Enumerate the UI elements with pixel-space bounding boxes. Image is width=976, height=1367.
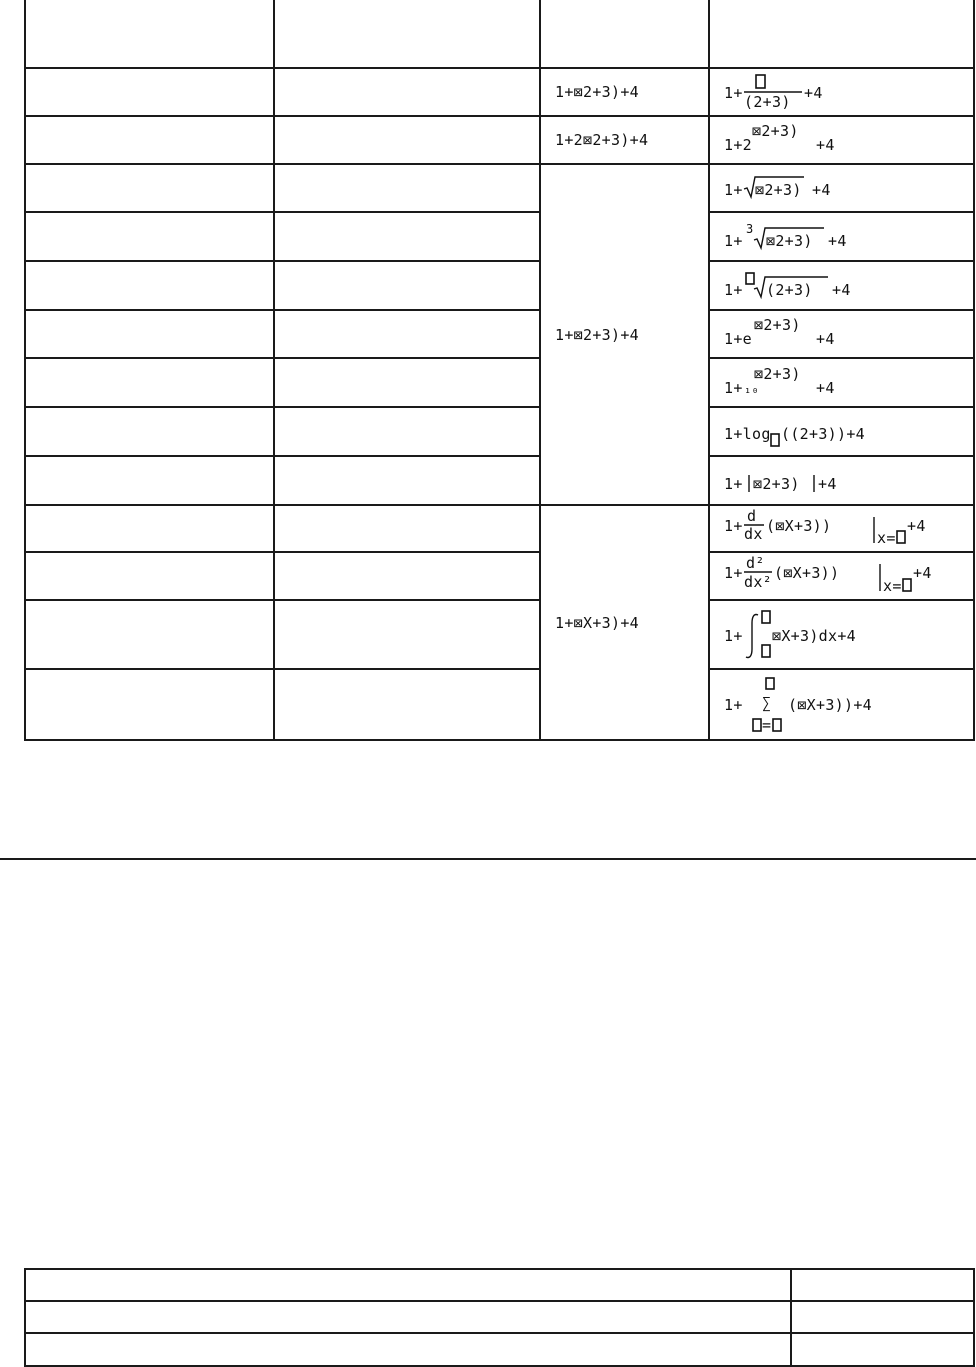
input-expression	[541, 117, 708, 163]
result-expression	[710, 506, 973, 551]
input-expression	[541, 69, 708, 115]
svg-text:+4: +4	[816, 330, 835, 348]
input-box-icon	[903, 579, 911, 591]
svg-text:⊠2+3): ⊠2+3)	[754, 364, 801, 383]
exponential-expression	[724, 314, 924, 354]
row-divider	[24, 668, 541, 670]
second-derivative-expression	[724, 554, 974, 598]
svg-text:(⊠X+3)): (⊠X+3))	[766, 516, 832, 535]
svg-text:⊠2+3): ⊠2+3)	[755, 181, 802, 199]
row-divider	[24, 309, 541, 311]
svg-text:1+: 1+	[724, 516, 743, 535]
svg-text:+4: +4	[818, 474, 837, 493]
result-expression	[710, 601, 973, 668]
row-divider	[24, 406, 541, 408]
svg-text:(2+3): (2+3)	[744, 93, 791, 111]
svg-text:(⊠X+3)): (⊠X+3))	[774, 564, 840, 582]
row-divider	[24, 260, 541, 262]
svg-text:₁₀: ₁₀	[744, 381, 760, 396]
function-table	[24, 0, 975, 741]
svg-text:+4: +4	[907, 516, 926, 535]
svg-text:⊠2+3): ⊠2+3)	[753, 474, 800, 493]
logarithm-expression	[724, 412, 934, 452]
summation-expression	[724, 674, 944, 736]
table-border-bottom	[24, 739, 975, 741]
row-divider	[24, 211, 541, 213]
svg-text:1+: 1+	[724, 181, 743, 199]
result-expression	[710, 553, 973, 599]
input-expression-text: 1+⊠2+3)+4	[555, 325, 639, 344]
svg-text:+4: +4	[812, 181, 831, 199]
derivative-expression	[724, 507, 974, 551]
result-expression	[710, 408, 973, 455]
result-expression	[710, 117, 973, 163]
svg-text:1+: 1+	[724, 626, 743, 645]
input-box-icon	[766, 678, 774, 689]
svg-text:(2+3): (2+3)	[766, 280, 813, 299]
table-border-right	[973, 1268, 975, 1367]
svg-text:1+2: 1+2	[724, 136, 752, 154]
result-expression	[710, 670, 973, 739]
svg-text:dx²: dx²	[744, 573, 772, 591]
input-box-icon	[771, 434, 779, 446]
column-divider	[790, 1268, 792, 1367]
svg-text:d: d	[747, 506, 757, 525]
svg-text:+4: +4	[828, 231, 847, 250]
table-border-left	[24, 0, 26, 741]
column-divider	[273, 0, 275, 741]
cube-root-expression	[724, 217, 924, 257]
nth-root-expression	[724, 266, 924, 306]
svg-text:⊠2+3): ⊠2+3)	[754, 316, 801, 334]
input-expression	[541, 506, 708, 739]
result-expression	[710, 165, 973, 211]
input-box-icon	[773, 719, 781, 731]
result-expression	[710, 262, 973, 309]
svg-text:+4: +4	[816, 378, 835, 397]
svg-text:1+: 1+	[724, 231, 743, 250]
svg-text:+4: +4	[913, 564, 932, 582]
svg-text:(⊠X+3))+4: (⊠X+3))+4	[788, 695, 872, 714]
svg-text:1+: 1+	[724, 564, 743, 582]
svg-text:x=: x=	[877, 528, 896, 547]
table-border-left	[24, 1268, 26, 1367]
table-border-top	[24, 1268, 975, 1270]
power-expression	[724, 120, 924, 160]
row-divider	[24, 455, 541, 457]
svg-text:1+e: 1+e	[724, 330, 752, 348]
section-divider	[0, 858, 976, 860]
input-expression-text: 1+⊠X+3)+4	[555, 613, 639, 632]
row-divider	[24, 599, 541, 601]
svg-text:dx: dx	[744, 524, 763, 543]
input-box-icon	[762, 611, 770, 623]
svg-text:+4: +4	[816, 136, 835, 154]
result-expression	[710, 457, 973, 504]
result-expression	[710, 69, 973, 115]
svg-text:1+: 1+	[724, 695, 743, 714]
result-expression	[710, 213, 973, 260]
absolute-value-expression	[724, 461, 924, 501]
svg-text:1+: 1+	[724, 280, 743, 299]
input-box-icon	[762, 645, 770, 657]
svg-text:⊠2+3): ⊠2+3)	[766, 231, 813, 250]
svg-text:1+: 1+	[724, 378, 743, 397]
fraction-expression	[724, 72, 924, 112]
svg-text:=: =	[762, 715, 772, 734]
svg-text:1+: 1+	[724, 84, 743, 102]
svg-text:x=: x=	[883, 577, 902, 595]
row-divider	[24, 357, 541, 359]
input-expression-text: 1+2⊠2+3)+4	[555, 131, 649, 149]
row-divider	[24, 1332, 975, 1334]
blank-table	[24, 1268, 975, 1367]
input-expression	[541, 165, 708, 504]
square-root-expression	[724, 168, 924, 208]
row-divider	[24, 1300, 975, 1302]
svg-text:d²: d²	[746, 554, 765, 572]
svg-text:+4: +4	[832, 280, 851, 299]
input-box-icon	[756, 75, 765, 88]
input-box-icon	[746, 273, 754, 284]
power-of-ten-expression	[724, 363, 924, 403]
svg-text:∑: ∑	[762, 693, 772, 712]
svg-text:1+log: 1+log	[724, 424, 771, 443]
svg-text:⊠2+3): ⊠2+3)	[752, 122, 799, 140]
result-expression	[710, 359, 973, 406]
row-divider	[24, 551, 541, 553]
result-expression	[710, 311, 973, 357]
integral-expression	[724, 605, 944, 665]
svg-text:((2+3))+4: ((2+3))+4	[781, 424, 865, 443]
svg-text:+4: +4	[804, 84, 823, 102]
input-box-icon	[897, 531, 905, 543]
svg-text:⊠X+3)dx+4: ⊠X+3)dx+4	[772, 626, 856, 645]
input-expression-text: 1+⊠2+3)+4	[555, 83, 639, 101]
svg-text:1+: 1+	[724, 474, 743, 493]
input-box-icon	[753, 719, 761, 731]
svg-text:3: 3	[746, 221, 754, 236]
table-border-right	[973, 0, 975, 741]
